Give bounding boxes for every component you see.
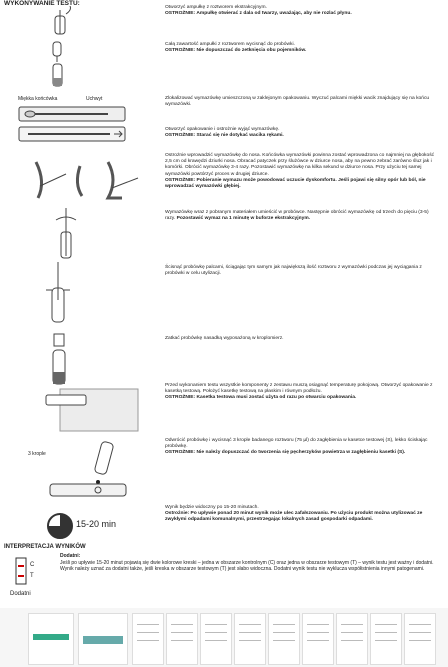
thumbnail[interactable] [234, 613, 266, 665]
positive-label: Dodatni [10, 591, 31, 597]
step-3: Zlokalizować wymazówkę umieszczoną w zaklejonym opakowaniu. Wyczuć palcami miękki wacik znajdujący się na końcu wymazówki. [165, 96, 430, 108]
thumbnail[interactable] [302, 613, 334, 665]
result-t-label: T [30, 573, 34, 579]
step-5: Ostrożnie wprowadzić wymazówkę do nosa. Końcówka wymazówki powinna zostać wprowadzona co najmniej na głębokość 2,5 cm od krawędzi dziurki nosa. Obracać patyczek przy ślużówce w dziurce nosa, aby na pewno zebrać zarówno śluz jak i komórki. Obrócić wymazówkę 3-4 razy. Pozostawić wymazówkę na kilka sekund w dziurce nosa. Przy użyciu tej samej wymazówki powtórzyć proces w drugiej dziurce. OSTROŻNIE: Pobieranie wymazu może powodować uczucie dyskomfortu. Jeśli pojawi się silny opór lub ból, nie wprowadzać wymazówki głębiej. [165, 153, 435, 190]
step-10: Odwrócić probówkę i wycisnąć 3 krople badanego roztworu (75 µl) do zagłębienia w kasetce testowej (S), lekko ściskając probówkę. OSTROŻNIE: Nie należy dopuszczać do tworzenia się pęcherzyków powietrza w zagłębieniu kasetki (S). [165, 438, 428, 456]
tube-squeeze-illustration [40, 40, 80, 90]
thumbnail[interactable] [28, 613, 74, 665]
step-7: Ścisnąć probówkę palcami, ściągając tym samym jak największą ilość roztworu z wymazówki podczas jej wyciągania z probówki w celu utylizacji. [165, 265, 422, 277]
thumbnail[interactable] [78, 613, 128, 665]
results-title: INTERPRETACJA WYNIKÓW [4, 544, 86, 550]
step-11: Wynik będzie widoczny po 15-20 minutach. Ostrożnie: Po upływie ponad 20 minut wynik może ulec zafałszowaniu. Po użyciu produkt można utylizować ze zwykłymi odpadami komunalnymi, przestrzegając lokalnych zasad gospodarki odpadami. [165, 505, 423, 523]
page-title: WYKONYWANIE TESTU: [4, 0, 80, 7]
result-c-label: C [30, 562, 35, 568]
timer-icon [46, 512, 74, 540]
step-6: Wymazówkę wraz z pobranym materiałem umieścić w probówce. Następnie obrócić wymazówkę od trzech do pięciu (3-5) razy. Pozostawić wymaz na 1 minutę w buforze ekstrakcyjnym. [165, 210, 429, 222]
thumbnail[interactable] [132, 613, 164, 665]
nose-swab-illustration [30, 158, 140, 204]
open-swab-illustration [18, 124, 128, 144]
thumbnail[interactable] [336, 613, 368, 665]
thumbnail[interactable] [404, 613, 436, 665]
step-8: Zatkać probówkę nasadką wyposażoną w kroplomierz. [165, 336, 284, 341]
thumbnail[interactable] [200, 613, 232, 665]
thumbnail[interactable] [370, 613, 402, 665]
cap-tube-illustration [40, 330, 80, 390]
positive-result-description: Dodatni: Jeśli po upływie 15-20 minut pojawią się dwie kolorowe kreski – jedna w obszarze kontrolnym (C) oraz jedna w obszarze testowym (T) – wynik testu jest ważny i dodatni. Wynik należy uznać za dodatni także, jeśli kreska w obszarze testowym (T) jest słabo widoczna. Dodatni wynik testu nie wyklucza współistnienia innymi patogenami. [60, 553, 434, 573]
squeeze-tube-illustration [40, 260, 80, 328]
soft-tip-label: Miękka końcówka [18, 96, 58, 102]
grip-label: Uchwyt [86, 96, 103, 102]
thumbnail[interactable] [166, 613, 198, 665]
swab-in-tube-illustration [48, 206, 88, 260]
thumbnail[interactable] [268, 613, 300, 665]
thumbnail-strip [0, 608, 448, 667]
ampoule-illustration [40, 6, 80, 38]
step-4: Otworzyć opakowanie i ostrożnie wyjąć wymazówkę. OSTROŻNIE: Starać się nie dotykać wacika rękami. [165, 127, 284, 139]
timer-label: 15-20 min [76, 519, 117, 529]
drop-application-illustration [40, 440, 130, 500]
three-drops-label: 3 krople [28, 451, 46, 457]
positive-cassette-icon [14, 556, 54, 586]
sealed-swab-illustration [18, 104, 128, 124]
step-9: Przed wykonaniem testu wszystkie komponenty z zestawu muszą osiągnąć temperaturę pokojową. Otworzyć opakowanie z kasetką testową. Położyć kasetkę testową na płaskim i równym podłożu. OSTROŻNIE: Kasetka testowa musi zostać użyta od razu po otwarciu opakowania. [165, 383, 433, 401]
step-1: Otworzyć ampułkę z roztworem ekstrakcyjnym. OSTROŻNIE: Ampułkę otwierać z dala od twarzy, uważając, aby nie rozlać płynu. [165, 5, 352, 17]
step-2: Całą zawartość ampułki z roztworem wycisnąć do probówki. OSTROŻNIE: Nie dopuszczać do zetknięcia obu pojemników. [165, 42, 307, 54]
test-cassette-package-illustration [40, 385, 150, 435]
